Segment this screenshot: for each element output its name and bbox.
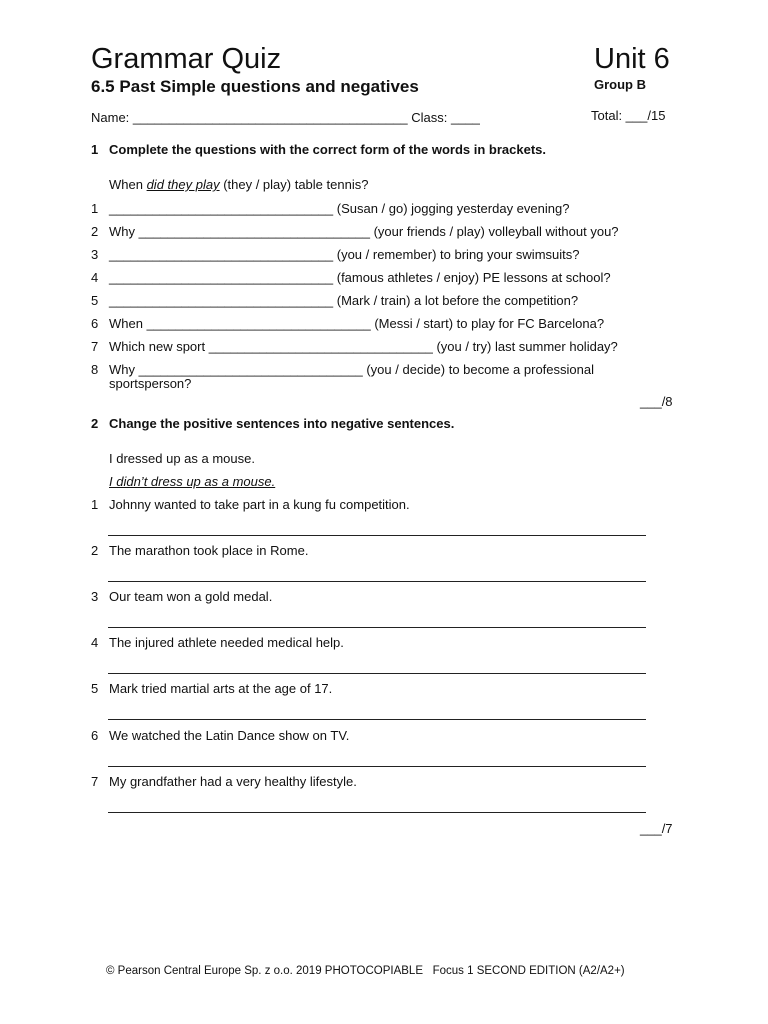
exercise-2-score: ___/7	[640, 821, 673, 836]
ex1-item-5-text: _______________________________ (Mark / train) a lot before the competition?	[109, 293, 579, 308]
ex2-item-1-text: Johnny wanted to take part in a kung fu competition.	[109, 497, 410, 512]
ex2-item-2-answer-line[interactable]	[108, 581, 646, 582]
exercise-2-number: 2	[91, 416, 99, 431]
ex1-item-7-text: Which new sport _______________________________ (you / try) last summer holiday?	[109, 339, 618, 354]
ex2-item-1-answer-line[interactable]	[108, 535, 646, 536]
ex1-item-1-text: _______________________________ (Susan / go) jogging yesterday evening?	[109, 201, 570, 216]
exercise-1-instruction: Complete the questions with the correct form of the words in brackets.	[109, 142, 547, 157]
ex1-item-2-text: Why ________________________________ (your friends / play) volleyball without you?	[109, 224, 619, 239]
ex1-item-8-text-continued: sportsperson?	[109, 376, 192, 391]
exercise-1-number: 1	[91, 142, 99, 157]
exercise-2-example-sentence: I dressed up as a mouse.	[109, 451, 255, 466]
ex1-item-4-number: 4	[91, 270, 99, 285]
ex1-item-4-text: _______________________________ (famous athletes / enjoy) PE lessons at school?	[109, 270, 611, 285]
ex1-item-8-number: 8	[91, 362, 99, 377]
ex1-item-8-text: Why _______________________________ (you / decide) to become a professional	[109, 362, 594, 377]
name-class-line: Name: ______________________________________ Class: ____	[91, 110, 480, 125]
ex2-item-3-answer-line[interactable]	[108, 627, 646, 628]
exercise-2-instruction: Change the positive sentences into negative sentences.	[109, 416, 455, 431]
ex2-item-7-text: My grandfather had a very healthy lifestyle.	[109, 774, 357, 789]
ex2-item-3-number: 3	[91, 589, 99, 604]
page-footer: © Pearson Central Europe Sp. z o.o. 2019 PHOTOCOPIABLE Focus 1 SECOND EDITION (A2/A2+)	[106, 965, 625, 977]
ex2-item-4-number: 4	[91, 635, 99, 650]
ex2-item-7-answer-line[interactable]	[108, 812, 646, 813]
ex1-item-6-text: When _______________________________ (Messi / start) to play for FC Barcelona?	[109, 316, 605, 331]
ex2-item-4-answer-line[interactable]	[108, 673, 646, 674]
ex1-item-7-number: 7	[91, 339, 99, 354]
exercise-2-example-answer: I didn’t dress up as a mouse.	[109, 474, 276, 489]
ex2-item-2-number: 2	[91, 543, 99, 558]
ex2-item-3-text: Our team won a gold medal.	[109, 589, 273, 604]
example-pre: When	[109, 177, 147, 192]
exercise-1-score: ___/8	[640, 394, 673, 409]
ex2-item-4-text: The injured athlete needed medical help.	[109, 635, 344, 650]
ex1-item-1-number: 1	[91, 201, 99, 216]
ex2-item-6-text: We watched the Latin Dance show on TV.	[109, 728, 350, 743]
ex1-item-5-number: 5	[91, 293, 99, 308]
ex2-item-7-number: 7	[91, 774, 99, 789]
ex1-item-2-number: 2	[91, 224, 99, 239]
example-answer: did they play	[146, 177, 220, 192]
exercise-1-example	[109, 177, 368, 192]
ex2-item-5-answer-line[interactable]	[108, 719, 646, 720]
unit-label: Unit 6	[594, 43, 670, 75]
ex2-item-6-number: 6	[91, 728, 99, 743]
ex2-item-2-text: The marathon took place in Rome.	[109, 543, 309, 558]
quiz-title: Grammar Quiz	[91, 43, 282, 75]
quiz-subtitle: 6.5 Past Simple questions and negatives	[91, 77, 419, 96]
ex2-item-5-number: 5	[91, 681, 99, 696]
ex2-item-6-answer-line[interactable]	[108, 766, 646, 767]
ex1-item-3-number: 3	[91, 247, 99, 262]
ex1-item-6-number: 6	[91, 316, 99, 331]
total-score: Total: ___/15	[591, 108, 666, 123]
ex2-item-1-number: 1	[91, 497, 99, 512]
example-post: (they / play) table tennis?	[219, 177, 369, 192]
ex2-item-5-text: Mark tried martial arts at the age of 17.	[109, 681, 333, 696]
group-label: Group B	[594, 77, 646, 92]
ex1-item-3-text: _______________________________ (you / remember) to bring your swimsuits?	[109, 247, 580, 262]
